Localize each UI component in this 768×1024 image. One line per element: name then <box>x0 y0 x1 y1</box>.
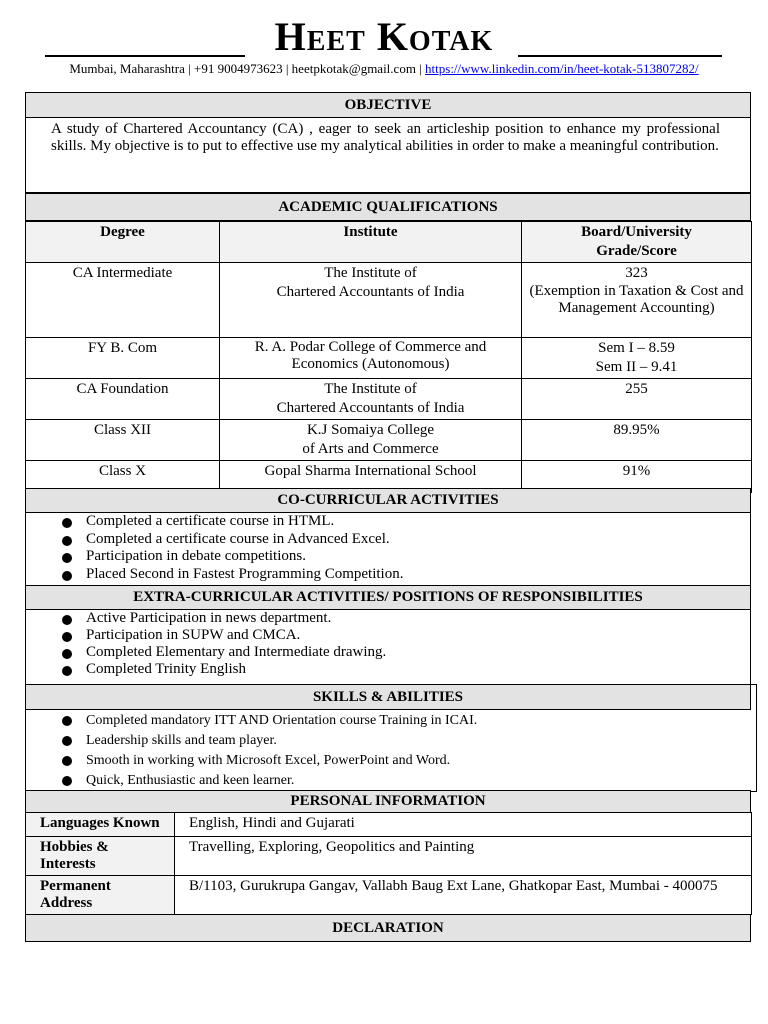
table-row <box>26 338 752 379</box>
contact-details: Mumbai, Maharashtra | +91 9004973623 | heetpkotak@gmail.com | <box>69 61 426 76</box>
score-line: Sem II – 9.41 <box>595 359 678 375</box>
list-item <box>62 566 742 584</box>
table-row <box>26 420 752 461</box>
score-line: 323 <box>625 265 648 281</box>
table-row <box>26 263 752 338</box>
list-item-text: Participation in SUPW and CMCA. <box>86 627 301 643</box>
list-item-text: Placed Second in Fastest Programming Competition. <box>86 565 404 582</box>
list-item <box>62 751 742 771</box>
cocurricular-heading: CO-CURRICULAR ACTIVITIES <box>25 488 751 513</box>
bullet-icon <box>62 736 72 746</box>
list-item <box>62 548 742 566</box>
col-board-line2: Grade/Score <box>596 243 677 259</box>
bullet-icon <box>62 666 72 676</box>
list-item <box>62 771 742 791</box>
score-cell <box>522 338 752 379</box>
list-item <box>62 731 742 751</box>
degree-cell: FY B. Com <box>26 338 220 379</box>
score-cell: 89.95% <box>522 420 752 461</box>
objective-text: A study of Chartered Accountancy (CA) , eager to seek an articleship position to enhance my professional skills. My objective is to put to effective use my analytical abilities in order to make a meaningful contribution. <box>51 121 720 154</box>
academic-heading: ACADEMIC QUALIFICATIONS <box>25 193 751 221</box>
bullet-icon <box>62 776 72 786</box>
list-item-text: Smooth in working with Microsoft Excel, PowerPoint and Word. <box>86 753 451 768</box>
score-cell <box>522 263 752 338</box>
bullet-icon <box>62 571 72 581</box>
personal-table <box>25 812 752 915</box>
score-line: Sem I – 8.59 <box>598 340 675 356</box>
cocurricular-list <box>62 513 742 583</box>
personal-label: Languages Known <box>26 813 175 837</box>
list-item-text: Completed Elementary and Intermediate drawing. <box>86 644 387 660</box>
table-row <box>26 813 752 837</box>
score-cell: 255 <box>522 379 752 420</box>
bullet-icon <box>62 632 72 642</box>
list-item <box>62 531 742 549</box>
extracurricular-list <box>62 610 742 678</box>
list-item-text: Leadership skills and team player. <box>86 733 277 748</box>
candidate-name: Heet Kotak <box>274 14 494 59</box>
list-item <box>62 513 742 531</box>
bullet-icon <box>62 756 72 766</box>
institute-cell <box>220 379 522 420</box>
declaration-heading: DECLARATION <box>25 914 751 942</box>
institute-cell <box>220 263 522 338</box>
institute-line: R. A. Podar College of Commerce and Economics (Autonomous) <box>254 339 487 372</box>
bullet-icon <box>62 536 72 546</box>
table-row <box>26 379 752 420</box>
degree-cell: Class X <box>26 461 220 493</box>
institute-line: K.J Somaiya College <box>306 422 435 438</box>
table-row <box>26 876 752 915</box>
bullet-icon <box>62 615 72 625</box>
list-item <box>62 627 742 644</box>
personal-heading: PERSONAL INFORMATION <box>25 790 751 813</box>
personal-value: B/1103, Gurukrupa Gangav, Vallabh Baug Ext Lane, Ghatkopar East, Mumbai - 400075 <box>175 876 752 915</box>
list-item-text: Completed a certificate course in Advanced Excel. <box>86 530 390 547</box>
personal-label: Hobbies & Interests <box>26 837 175 876</box>
list-item-text: Active Participation in news department. <box>86 610 332 626</box>
degree-cell: Class XII <box>26 420 220 461</box>
bullet-icon <box>62 649 72 659</box>
personal-value: Travelling, Exploring, Geopolitics and Painting <box>175 837 752 876</box>
list-item <box>62 610 742 627</box>
list-item <box>62 711 742 731</box>
institute-cell <box>220 338 522 379</box>
name-underline-right <box>518 55 722 57</box>
extracurricular-heading: EXTRA-CURRICULAR ACTIVITIES/ POSITIONS OF RESPONSIBILITIES <box>25 585 751 610</box>
degree-cell: CA Intermediate <box>26 263 220 338</box>
contact-line <box>0 61 768 77</box>
list-item-text: Completed a certificate course in HTML. <box>86 513 335 529</box>
name-underline-left <box>45 55 245 57</box>
objective-heading: OBJECTIVE <box>25 92 751 118</box>
linkedin-link[interactable]: https://www.linkedin.com/in/heet-kotak-513807282/ <box>425 61 699 76</box>
personal-value: English, Hindi and Gujarati <box>175 813 752 837</box>
academic-header-row <box>26 222 752 263</box>
institute-line: The Institute of <box>324 381 417 397</box>
institute-line: Chartered Accountants of India <box>276 284 465 300</box>
col-board <box>522 222 752 263</box>
list-item-text: Completed mandatory ITT AND Orientation course Training in ICAI. <box>86 713 478 728</box>
bullet-icon <box>62 716 72 726</box>
col-degree: Degree <box>26 222 220 263</box>
col-board-line1: Board/University <box>581 224 692 240</box>
bullet-icon <box>62 518 72 528</box>
academic-table <box>25 221 752 493</box>
col-institute: Institute <box>220 222 522 263</box>
score-cell: 91% <box>522 461 752 493</box>
institute-line: Chartered Accountants of India <box>276 400 465 416</box>
institute-cell <box>220 420 522 461</box>
institute-cell: Gopal Sharma International School <box>220 461 522 493</box>
degree-cell: CA Foundation <box>26 379 220 420</box>
list-item <box>62 661 742 678</box>
list-item <box>62 644 742 661</box>
institute-line: of Arts and Commerce <box>302 441 439 457</box>
table-row <box>26 837 752 876</box>
skills-heading: SKILLS & ABILITIES <box>25 684 751 710</box>
list-item-text: Completed Trinity English <box>86 661 247 677</box>
institute-line: The Institute of <box>324 265 417 281</box>
skills-list <box>62 711 742 791</box>
score-note: (Exemption in Taxation & Cost and Management Accounting) <box>529 283 744 316</box>
bullet-icon <box>62 553 72 563</box>
personal-label: Permanent Address <box>26 876 175 915</box>
list-item-text: Participation in debate competitions. <box>86 548 306 564</box>
list-item-text: Quick, Enthusiastic and keen learner. <box>86 773 295 788</box>
